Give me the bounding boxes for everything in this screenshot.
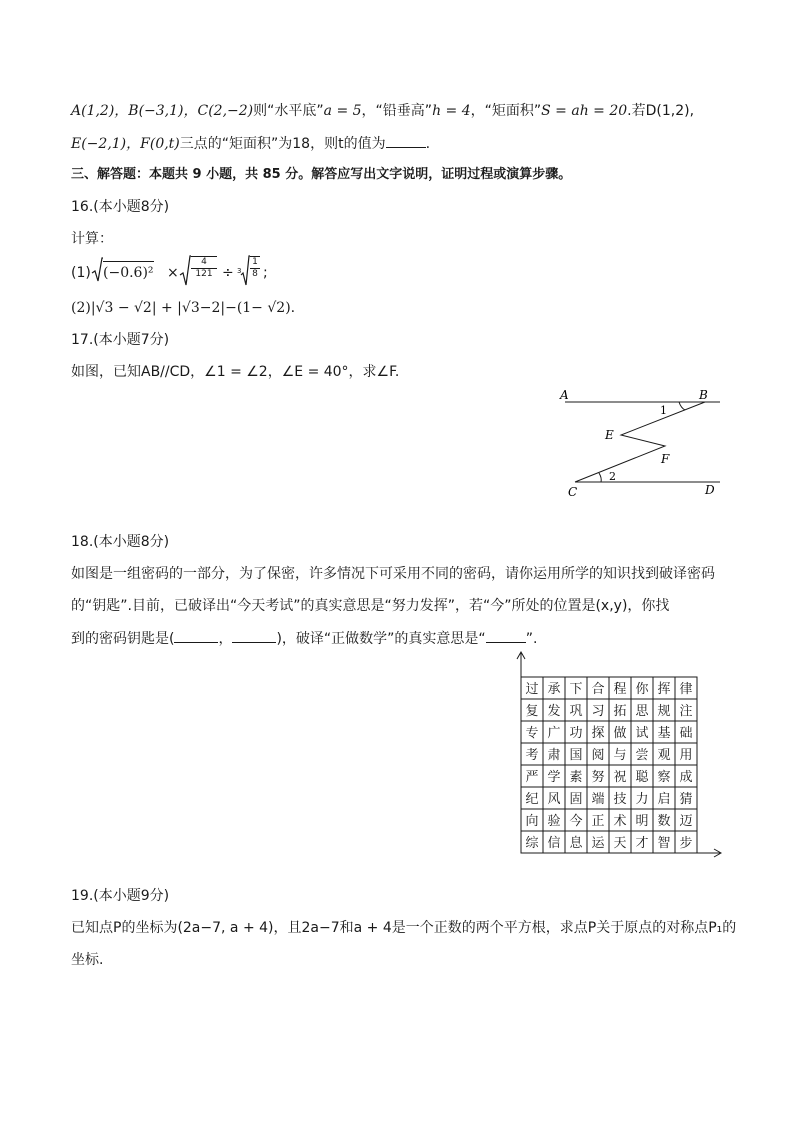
q16-intro: 计算： <box>71 231 113 247</box>
grid-cell-char: 律 <box>679 682 693 697</box>
q16-p1-frac-den: 121 <box>195 269 213 279</box>
grid-cell-char: 固 <box>569 792 583 807</box>
grid-cell-char: 你 <box>635 682 649 697</box>
grid-cell-char: 功 <box>569 726 583 741</box>
grid-cell-char: 学 <box>547 770 561 785</box>
grid-cell-char: 习 <box>591 704 605 719</box>
grid-cell-char: 拓 <box>613 704 627 719</box>
grid-cell-char: 察 <box>657 770 671 785</box>
grid-cell-char: 下 <box>569 682 583 697</box>
grid-cell-char: 向 <box>525 814 539 829</box>
q18-blank-3 <box>486 628 526 643</box>
grid-cell-char: 成 <box>679 770 693 785</box>
q15-points-2: E(−2,1)，F(0,t) <box>71 136 180 152</box>
grid-cell-char: 端 <box>591 792 605 807</box>
grid-cell-char: 规 <box>657 704 671 719</box>
grid-cell-char: 天 <box>613 836 627 851</box>
grid-cell-char: 过 <box>525 682 539 697</box>
grid-cell-char: 步 <box>679 836 693 851</box>
grid-cell-char: 智 <box>657 836 671 851</box>
label-one: 1 <box>660 404 667 417</box>
grid-cell-char: 挥 <box>657 682 671 697</box>
section-3-heading: 三、解答题：本题共 9 小题，共 85 分。解答应写出文字说明，证明过程或演算步骤。 <box>71 167 572 182</box>
q16-header: 16.(本小题8分) <box>71 199 170 215</box>
grid-cell-char: 尝 <box>635 748 649 763</box>
angle-2-arc <box>599 473 601 482</box>
q16-p1-frac <box>191 256 217 280</box>
label-a: A <box>560 388 569 402</box>
grid-cell-char: 肃 <box>547 748 561 763</box>
grid-cell-char: 努 <box>591 770 605 785</box>
grid-cell-char: 技 <box>613 792 627 807</box>
q18-text-d: ”. <box>525 631 538 647</box>
q16-p1-label: (1) <box>71 265 91 281</box>
grid-cell-char: 迈 <box>679 814 693 829</box>
q15-end: . <box>425 136 431 152</box>
grid-cell-char: 启 <box>657 792 671 807</box>
sqrt-sign-icon <box>179 255 191 293</box>
q18-blank-1 <box>174 628 218 643</box>
grid-cell-char: 专 <box>525 726 539 741</box>
grid-cell-char: 国 <box>569 748 583 763</box>
grid-cell-char: 广 <box>547 726 561 741</box>
grid-cell-char: 验 <box>547 814 561 829</box>
q15-answer-blank <box>386 133 426 148</box>
sqrt-sign-icon <box>91 257 103 289</box>
grid-cell-char: 程 <box>613 682 627 697</box>
grid-cell-char: 巩 <box>569 704 583 719</box>
cbrt-sign-icon <box>240 255 250 293</box>
q18-blank-2 <box>232 628 276 643</box>
grid-cell-char: 素 <box>569 770 583 785</box>
grid-cell-char: 考 <box>525 748 539 763</box>
grid-cell-char: 正 <box>591 814 605 829</box>
label-e: E <box>605 428 614 442</box>
q16-p1-cbrt-frac <box>250 256 260 280</box>
q18-text-b: ， <box>218 631 233 647</box>
q15-a-eq: a = 5 <box>323 103 362 119</box>
label-f: F <box>661 452 670 466</box>
grid-cell-char: 才 <box>635 836 649 851</box>
grid-cell-char: 发 <box>547 704 561 719</box>
grid-cell-char: 用 <box>679 748 693 763</box>
grid-cell-char: 础 <box>679 726 693 741</box>
grid-cell-char: 信 <box>547 836 561 851</box>
label-two: 2 <box>609 470 616 483</box>
grid-cell-char: 运 <box>591 836 605 851</box>
q16-part2: (2)|√3 − √2| + |√3−2|−(1− √2). <box>71 300 296 316</box>
q16-p1-end: ; <box>263 265 268 281</box>
q19-line-1: 已知点P的坐标为(2a−7, a + 4)，且2a−7和a + 4是一个正数的两个平方根，求点P关于原点的对称点P₁的 <box>71 920 737 936</box>
grid-cell-char: 注 <box>679 704 693 719</box>
grid-cell-char: 综 <box>525 836 539 851</box>
q15-s-eq: S = ah = 20 <box>541 103 628 119</box>
grid-cell-char: 基 <box>657 726 671 741</box>
grid-cell-char: 明 <box>635 814 649 829</box>
grid-cell-char: 合 <box>591 682 605 697</box>
q15-text-e: 三点的“矩面积”为18，则t的值为 <box>179 136 386 152</box>
grid-cell-char: 数 <box>657 814 671 829</box>
grid-cell-char: 力 <box>635 792 649 807</box>
grid-cell-char: 观 <box>657 748 671 763</box>
grid-cell-char: 承 <box>547 682 561 697</box>
q15-text-b: ，“铅垂高” <box>361 103 433 119</box>
q18-line-1: 如图是一组密码的一部分，为了保密，许多情况下可采用不同的密码，请你运用所学的知识找到破译密码 <box>71 566 715 582</box>
q16-p1-div: ÷ <box>222 265 234 281</box>
q16-p1-sqrt-inner: (−0.6)² <box>103 261 154 283</box>
label-c: C <box>568 485 578 499</box>
q15-text-c: ，“矩面积” <box>470 103 542 119</box>
q18-line-3 <box>71 628 537 649</box>
q18-cipher-grid <box>513 650 723 862</box>
q15-text-a: 则“水平底” <box>253 103 324 119</box>
grid-cell-char: 阅 <box>591 748 605 763</box>
q16-p1-cbrt-den: 8 <box>252 269 258 279</box>
label-b: B <box>699 388 708 402</box>
grid-cell-char: 息 <box>569 836 583 851</box>
grid-cell-char: 祝 <box>613 770 627 785</box>
grid-cell-char: 猜 <box>679 792 693 807</box>
q18-line-2: 的“钥匙”.目前，已破译出“今天考试”的真实意思是“努力发挥”，若“今”所处的位置是(x,y)，你找 <box>71 598 670 614</box>
grid-cell-char: 复 <box>525 704 539 719</box>
grid-cell-char: 思 <box>635 704 649 719</box>
q16-p1-times: × <box>167 265 179 281</box>
q15-h-eq: h = 4 <box>432 103 471 119</box>
q15-points-1: A(1,2)，B(−3,1)，C(2,−2) <box>71 103 254 119</box>
q18-header: 18.(本小题8分) <box>71 534 170 550</box>
q17-header: 17.(本小题7分) <box>71 332 170 348</box>
grid-cell-char: 试 <box>635 726 649 741</box>
q17-figure <box>555 388 755 503</box>
q16-p1-cbrt-num: 1 <box>252 257 258 267</box>
grid-cell-char: 纪 <box>525 792 539 807</box>
grid-cell-char: 严 <box>525 770 539 785</box>
path-bef <box>575 402 705 482</box>
q18-text-c: )，破译“正做数学”的真实意思是“ <box>276 631 486 647</box>
label-d: D <box>705 483 715 497</box>
q19-line-2: 坐标. <box>71 952 104 968</box>
grid-cell-char: 今 <box>569 814 583 829</box>
q19-header: 19.(本小题9分) <box>71 888 170 904</box>
grid-cell-char: 做 <box>613 726 627 741</box>
q16-p1-frac-num: 4 <box>201 257 207 267</box>
q16-p1-cbrt-index: 3 <box>237 267 242 275</box>
q15-line-1 <box>71 101 694 121</box>
q15-text-d: .若D(1,2), <box>627 103 695 119</box>
grid-cell-char: 术 <box>613 814 627 829</box>
q15-line-2 <box>71 133 430 154</box>
grid-cell-char: 聪 <box>635 770 649 785</box>
grid-cell-char: 探 <box>591 726 605 741</box>
grid-cell-char: 风 <box>547 792 561 807</box>
angle-1-arc <box>679 402 685 410</box>
q18-text-a: 到的密码钥匙是( <box>71 631 175 647</box>
q17-text: 如图，已知AB//CD，∠1 = ∠2，∠E = 40°，求∠F. <box>71 364 400 380</box>
grid-cell-char: 与 <box>613 748 627 763</box>
